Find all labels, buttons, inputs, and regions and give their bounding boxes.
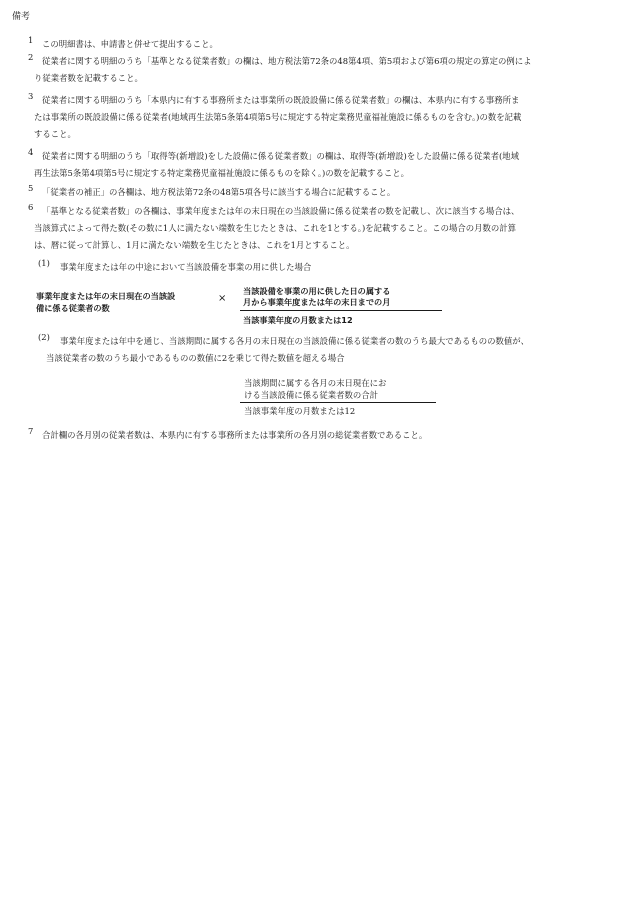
note-line: り従業者数を記載すること。: [34, 73, 143, 83]
note-line: 当該算式によって得た数(その数に1人に満たない端数を生じたときは、これを1とする。)を記載すること。この場合の月数の計算: [34, 223, 516, 233]
note-number: 2: [28, 52, 34, 62]
note-6-case-2: [38, 333, 622, 367]
note-number: 7: [28, 426, 34, 436]
note-7: [28, 427, 622, 444]
note-number: 4: [28, 147, 34, 157]
note-1: [28, 36, 622, 53]
formula-numerator: [244, 377, 404, 401]
note-line: たは事業所の既設設備に係る従業者(地域再生法第5条第4項第5号に規定する特定業務児童福祉施設に係るものを含む。)の数を記載: [34, 112, 522, 122]
case-line: 事業年度または年中を通じ、当該期間に属する各月の末日現在の当該設備に係る従業者の数のうち最大であるものの数値が、: [60, 336, 529, 346]
remarks-heading: 備考: [12, 12, 31, 22]
note-line: 「従業者の補正」の各欄は、地方税法第72条の48第5項各号に該当する場合に記載すること。: [42, 187, 396, 197]
formula-denominator: 当該事業年度の月数または12: [244, 406, 356, 416]
case-line: 事業年度または年の中途において当該設備を事業の用に供した場合: [60, 262, 312, 272]
note-line: 合計欄の各月別の従業者数は、本県内に有する事務所または事業所の各月別の総従業者数であること。: [42, 430, 428, 440]
note-line: 従業者に関する明細のうち「取得等(新増設)をした設備に係る従業者数」の欄は、取得等(新増設)をした設備に係る従業者(地域: [42, 151, 519, 161]
note-6-case-1: [38, 259, 622, 276]
note-line: 従業者に関する明細のうち「本県内に有する事務所または事業所の既設設備に係る従業者数」の欄は、本県内に有する事務所ま: [42, 95, 520, 105]
note-number: 1: [28, 35, 34, 45]
note-line: 「基準となる従業者数」の各欄は、事業年度または年の末日現在の当該設備に係る従業者の数を記載し、次に該当する場合は、: [42, 206, 520, 216]
formula-numerator-line: 月から事業年度または年の末日までの月: [243, 297, 391, 307]
note-line: 再生法第5条第4項第5号に規定する特定業務児童福祉施設に係るものを除く。)の数を記載すること。: [34, 168, 410, 178]
case-number: (2): [38, 332, 50, 342]
fraction-bar: [240, 310, 442, 311]
case-number: (1): [38, 258, 50, 268]
formula-numerator: [243, 286, 443, 308]
formula-numerator-line: ける当該設備に係る従業者数の合計: [244, 390, 378, 400]
note-3: [28, 92, 622, 143]
case-line: 当該従業者の数のうち最小であるものの数値に2を乗じて得た数値を超える場合: [46, 353, 345, 363]
note-2: [28, 53, 622, 87]
formula-numerator-line: 当該期間に属する各月の末日現在にお: [244, 378, 387, 388]
note-6: [28, 203, 622, 254]
note-line: この明細書は、申請書と併せて提出すること。: [42, 39, 218, 49]
note-4: [28, 148, 622, 182]
note-line: 従業者に関する明細のうち「基準となる従業者数」の欄は、地方税法第72条の48第4項、第5項および第6項の規定の算定の例によ: [42, 56, 532, 66]
formula-denominator: 当該事業年度の月数または12: [243, 315, 353, 325]
multiply-sign: ×: [218, 293, 227, 304]
formula-left-line: 備に係る従業者の数: [36, 303, 110, 313]
note-line: すること。: [34, 129, 76, 139]
formula-numerator-line: 当該設備を事業の用に供した日の属する: [243, 286, 391, 296]
note-number: 3: [28, 91, 34, 101]
formula-left-term: [36, 290, 212, 314]
note-number: 5: [28, 183, 34, 193]
note-line: は、暦に従って計算し、1月に満たない端数を生じたときは、これを1月とすること。: [34, 240, 355, 250]
fraction-bar: [240, 402, 436, 403]
formula-left-line: 事業年度または年の末日現在の当該設: [36, 291, 176, 301]
note-5: [28, 184, 622, 201]
note-number: 6: [28, 202, 34, 212]
